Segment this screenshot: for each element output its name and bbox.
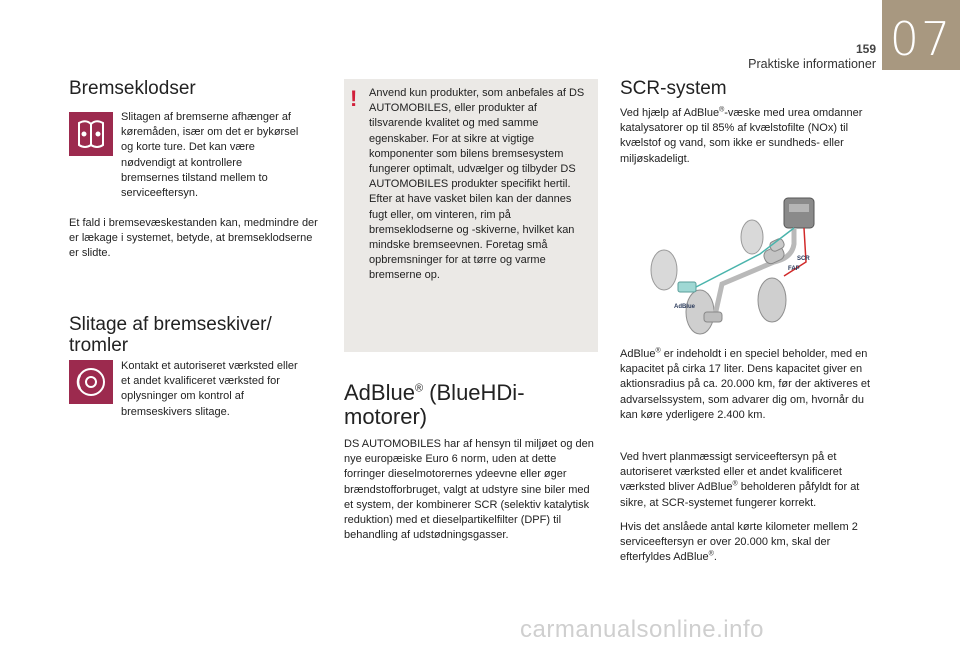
heading-bremseskiver-line2: tromler [69, 335, 129, 356]
scr-p3-b: beholderen påfyldt for at sikre, at SCR-systemet fungerer korrekt. [620, 481, 860, 509]
diagram-label-scr: SCR [797, 256, 810, 262]
heading-adblue [344, 381, 525, 429]
brake-disc-icon [69, 360, 113, 404]
chapter-title: Praktiske informationer [748, 57, 876, 71]
scr-p1-reg: ® [719, 106, 725, 114]
scr-p3-a: Ved hvert planmæssigt serviceeftersyn på et autoriseret værksted eller et andet kvalificeret værksted bliver AdBlue [620, 451, 842, 494]
scr-p3 [620, 450, 876, 511]
heading-adblue-line2: motorer) [344, 404, 428, 429]
bremseklodser-icon-text: Slitagen af bremserne afhænger af køremåden, især om det er bykørsel og korte ture. Det kan være nødvendigt at kontrollere bremsernes tilstand mellem to serviceeftersyn. [121, 111, 299, 200]
watermark: carmanualsonline.info [520, 616, 764, 643]
warning-text: Anvend kun produkter, som anbefales af DS AUTOMOBILES, eller produkter af tilsvarende kvalitet og med samme egenskaber. For at sikre at vigtige komponenter som bilens bremsesystem fungerer optimalt, udvælger og tilbyder DS AUTOMOBILES produkter specifikt hertil. Efter at have vasket bilen kan der dannes fugt eller, om vinteren, rim på bremseklodserne og -skiverne, hvilket kan mindske bremseevnen. Foretag små opbremsninger for at tørre og varme bremserne op. [369, 87, 585, 282]
scr-p1-a: Ved hjælp af AdBlue [620, 107, 720, 119]
diagram-label-adblue: AdBlue [674, 304, 695, 310]
scr-p2-b: er indeholdt i en speciel beholder, med en kapacitet på cirka 17 liter. Dens kapacitet giver en aktionsradius på ca. 20.000 km, før der aktiveres et advarselssystem, som advarer dig om, hvornår du kan køre yderligere 2.400 km. [620, 348, 871, 421]
scr-p2-reg: ® [655, 347, 661, 355]
heading-scr: SCR-system [620, 78, 727, 99]
bremseskiver-icon-text: Kontakt et autoriseret værksted eller et andet kvalificeret værksted for oplysninger om kontrol af bremseskivers slitage. [121, 360, 298, 418]
scr-p4-a: Hvis det anslåede antal kørte kilometer mellem 2 serviceeftersyn er over 20.000 km, skal der efterfyldes AdBlue [620, 521, 858, 564]
scr-p2-a: AdBlue [620, 348, 656, 360]
scr-system-diagram [644, 192, 820, 342]
heading-adblue-b: (BlueHDi- [423, 380, 525, 405]
heading-bremseskiver [69, 314, 272, 356]
scr-p4-b: . [713, 551, 717, 564]
adblue-body: DS AUTOMOBILES har af hensyn til miljøet og den nye europæiske Euro 6 norm, uden at dette forringer dieselmotorernes ydeevne eller øger brændstofforbruget, valgt at udstyre sine biler med et system, der kombinerer SCR (selektiv katalytisk reduktion) med et dieselpartikelfilter (DPF) til behandling af udstødningsgasser. [344, 438, 594, 542]
bremseklodser-body: Et fald i bremsevæskestanden kan, medmindre der er lækage i systemet, betyde, at bremseklodserne er slidte. [69, 217, 318, 260]
heading-bremseklodser: Bremseklodser [69, 78, 196, 99]
heading-bremseskiver-line1: Slitage af bremseskiver/ [69, 314, 272, 335]
scr-p2 [620, 347, 876, 423]
scr-p1 [620, 106, 876, 167]
warning-icon: ! [350, 86, 358, 111]
heading-adblue-a: AdBlue [344, 380, 415, 405]
scr-p3-reg: ® [732, 480, 738, 488]
diagram-label-fap: FAP [788, 266, 800, 272]
brake-pad-icon [69, 112, 113, 156]
scr-p1-b: -væske med urea omdanner katalysatorer op til 85% af kvælstofilte (NOx) til kvælstof og vand, som ikke er sundheds- eller miljøskadeligt. [620, 107, 863, 165]
scr-p4-reg: ® [708, 550, 714, 558]
scr-p4 [620, 520, 876, 566]
page-number: 159 [855, 42, 876, 56]
heading-adblue-reg: ® [414, 382, 424, 395]
chapter-tab: 07 [882, 0, 960, 70]
